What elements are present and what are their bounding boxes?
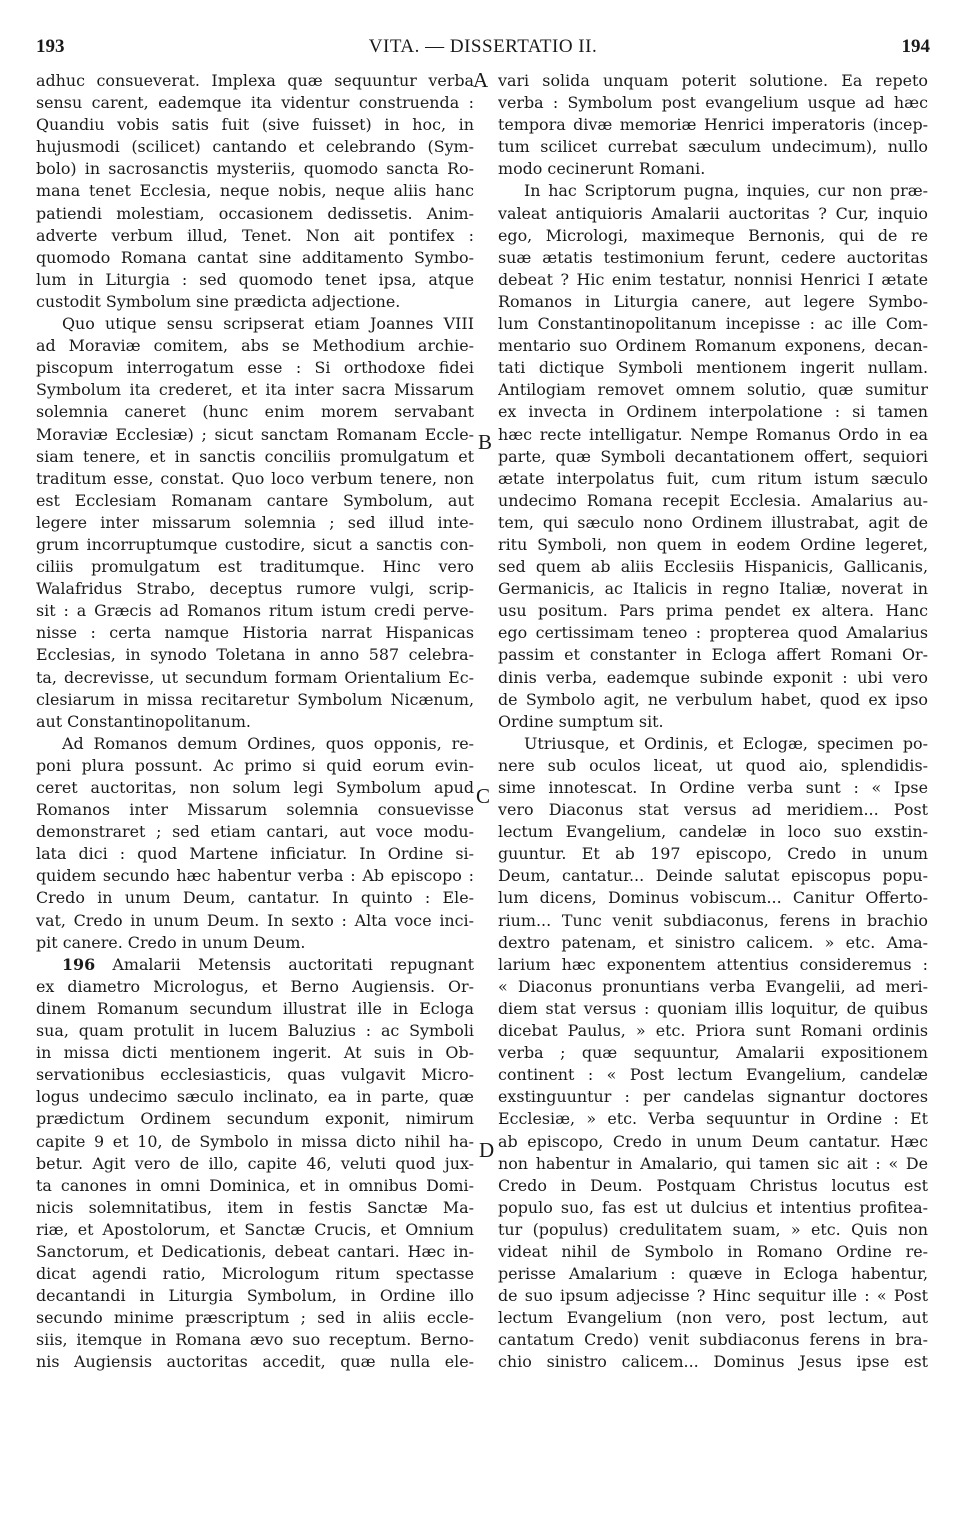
- text-line: demonstraret ; sed etiam cantari, aut voce modu-: [36, 822, 474, 842]
- text-line: ad Moraviæ comitem, abs se Methodium archie-: [36, 336, 474, 356]
- text-line: undecimo Romana recepit Ecclesia. Amalarius au-: [498, 490, 928, 510]
- right-column: [498, 70, 928, 1374]
- text-line: custodit Symbolum sine prædicta adjectione.: [36, 291, 401, 311]
- text-line: sed quem ab aliis Ecclesiis Hispanicis, Gallicanis,: [498, 557, 928, 577]
- text-line: in missa dicti mentionem ingerit. At suis in Ob-: [36, 1043, 474, 1063]
- text-line: pit canere. Credo in unum Deum.: [36, 932, 306, 952]
- text-line: hujusmodi (scilicet) cantando et celebrando (Sym-: [36, 137, 474, 157]
- text-line: Ecclesias, in synodo Toletana in anno 587 celebra-: [36, 645, 474, 665]
- text-line: non habentur in Amalario, qui tamen sic ait : « De: [498, 1153, 928, 1173]
- text-line: Romanos inter Missarum solemnia consuevisse: [36, 800, 474, 820]
- text-line: 196 Amalarii Metensis auctoritati repugnant: [62, 954, 474, 974]
- text-line: ritu Symboli, non quem in eodem Ordine legeret,: [498, 534, 928, 554]
- text-line: capite 9 et 10, de Symbolo in missa dicto nihil ha-: [36, 1131, 474, 1151]
- text-line: clesiarum in missa recitaretur Symbolum Nicænum,: [36, 689, 474, 709]
- text-line: Symbolum ita crederet, et ita inter sacra Missarum: [36, 380, 474, 400]
- text-line: Ad Romanos demum Ordines, quos opponis, re-: [62, 733, 474, 753]
- text-line: guuntur. Et ab 197 episcopo, Credo in unum: [498, 844, 928, 864]
- text-line: debeat ? Hic enim testatur, nonnisi Henrici I ætate: [498, 269, 928, 289]
- text-line: aut Constantinopolitanum.: [36, 711, 251, 731]
- text-line: Ordine sumptum sit.: [498, 711, 664, 731]
- text-line: tem, qui sæculo nono Ordinem illustrabat, agit de: [498, 512, 928, 532]
- text-line: videat nihil de Symbolo in Romano Ordine re-: [498, 1241, 928, 1261]
- text-line: parte, quæ Symboli decantationem offert, sequiori: [498, 446, 928, 466]
- text-line: lum Constantinopolitanum incepisse : ac ille Com-: [498, 314, 928, 334]
- text-line: legere inter missarum solemnia ; sed illud inte-: [36, 512, 474, 532]
- text-line: Deum, cantatur... Deinde salutat episcopus popu-: [498, 866, 928, 886]
- text-line: lectum Evangelium (non vero, post lectum, aut: [498, 1308, 928, 1328]
- text-line: nisse : certa namque Historia narrat Hispanicas: [36, 623, 474, 643]
- text-line: ciliis promulgatum est traditumque. Hinc vero: [36, 557, 474, 577]
- text-line: tempora divæ memoriæ Henrici imperatoris (incep-: [498, 115, 928, 135]
- text-line: bolo) in sacrosanctis mysteriis, quomodo sancta Ro-: [36, 159, 474, 179]
- text-line: Utriusque, et Ordinis, et Eclogæ, specimen po-: [524, 733, 928, 753]
- text-line: continent : « Post lectum Evangelium, candelæ: [498, 1065, 928, 1085]
- text-line: adhuc consueverat. Implexa quæ sequuntur verba: [36, 71, 474, 90]
- text-line: de suo ipsum adjecisse ? Hinc sequitur ille : « Post: [498, 1286, 928, 1306]
- text-line: usu positum. Pars prima pendet ex altera. Hanc: [498, 601, 928, 621]
- text-line: ætate interpolatus fuit, cum ritum istum sæculo: [498, 468, 928, 488]
- text-line: Credo in unum Deum, cantatur. In quinto : Ele-: [36, 888, 474, 908]
- text-line: suæ ætatis testimonium ferunt, cedere auctoritas: [498, 247, 928, 267]
- text-line: ego certissimam teneo : propterea quod Amalarius: [498, 623, 928, 643]
- margin-marker-a: A: [473, 68, 489, 92]
- running-header: [36, 36, 930, 60]
- text-line: vero Diaconus stat versus ad meridiem... Post: [498, 800, 928, 820]
- text-line: secundo minime præscriptum ; sed in aliis eccle-: [36, 1308, 474, 1328]
- text-line: grum incorruptumque custodire, sicut a sanctis con-: [36, 534, 474, 554]
- text-line: decantandi in Liturgia Symbolum, in Ordine illo: [36, 1286, 474, 1306]
- text-line: passim et constanter in Ecloga affert Romani Or-: [498, 645, 928, 665]
- text-line: Germanicis, ac Italicis in regno Italiæ, noverat in: [498, 579, 928, 599]
- text-line: dinem Romanum secundum illustrat ille in Ecloga: [36, 998, 474, 1018]
- running-title: VITA. — DISSERTATIO II.: [368, 36, 598, 57]
- margin-marker-b: B: [478, 430, 493, 454]
- text-line: riæ, et Apostolorum, et Sanctæ Crucis, et Omnium: [36, 1219, 474, 1239]
- text-line: dextro patenam, et sinistro calicem. » etc. Ama-: [498, 932, 928, 952]
- text-line: Romanos in Liturgia canere, aut legere Symbo-: [498, 291, 928, 311]
- text-line: Quo utique sensu scripserat etiam Joannes VIII: [62, 314, 474, 334]
- text-line: dicebat Paulus, » etc. Priora sunt Romani ordinis: [498, 1021, 928, 1041]
- text-line: nis Augiensis auctoritas accedit, quæ nulla ele-: [36, 1352, 474, 1372]
- text-line: chio sinistro calicem... Dominus Jesus ipse est: [498, 1352, 928, 1372]
- text-line: vat, Credo in unum Deum. In sexto : Alta voce inci-: [36, 910, 474, 930]
- text-line: verba ; quæ sequuntur, Amalarii expositionem: [498, 1043, 928, 1063]
- margin-marker-c: C: [476, 784, 491, 808]
- text-line: dicat agendi ratio, Micrologum ritum spectasse: [36, 1264, 474, 1284]
- text-line: lum dicens, Dominus vobiscum... Canitur Offerto-: [498, 888, 928, 908]
- text-line: Walafridus Strabo, deceptus rumore vulgi, scrip-: [36, 579, 474, 599]
- text-line: vari solida unquam poterit solutione. Ea repeto: [498, 71, 928, 90]
- page-number-right: 194: [901, 36, 930, 57]
- text-line: valeat antiquioris Amalarii auctoritas ? Cur, inquio: [498, 203, 928, 223]
- text-line: est Ecclesiam Romanam cantare Symbolum, aut: [36, 490, 474, 510]
- text-line: nicis solemnitatibus, item in festis Sanctæ Ma-: [36, 1197, 474, 1217]
- margin-marker-d: D: [479, 1138, 495, 1162]
- text-line: sua, quam protulit in lucem Baluzius : ac Symboli: [36, 1021, 474, 1041]
- text-line: quomodo Romana cantat sine additamento Symbo-: [36, 247, 474, 267]
- text-line: tum scilicet currebat sæculum undecimum), nullo: [498, 137, 928, 157]
- text-line: ab episcopo, Credo in unum Deum cantatur. Hæc: [498, 1131, 928, 1151]
- text-line: ta canones in omni Dominica, et in omnibus Domi-: [36, 1175, 474, 1195]
- text-line: rium... Tunc venit subdiaconus, ferens in brachio: [498, 910, 928, 930]
- text-line: ego, Micrologi, maximeque Bernonis, qui de re: [498, 225, 928, 245]
- text-line: ex diametro Micrologus, et Berno Augiensis. Or-: [36, 976, 474, 996]
- text-line: quidem secundo hæc habentur verba : Ab episcopo :: [36, 866, 474, 886]
- text-line: lum in Liturgia : sed quomodo tenet ipsa, atque: [36, 269, 474, 289]
- text-line: ta, decrevisse, ut secundum formam Orientalium Ec-: [36, 667, 474, 687]
- text-line: piscopum interrogatum esse : Si orthodoxe fidei: [36, 358, 474, 378]
- text-line: modo cecinerunt Romani.: [498, 159, 706, 179]
- text-line: « Diaconus pronuntians verba Evangelii, ad meri-: [498, 976, 928, 996]
- text-line: logus undecimo sæculo inclinato, ea in parte, quæ: [36, 1087, 474, 1107]
- text-line: sime innotescat. In Ordine verba sunt : « Ipse: [498, 778, 928, 797]
- text-line: verba : Symbolum post evangelium usque ad hæc: [498, 93, 928, 113]
- section-number: 196: [62, 954, 96, 974]
- text-line: Ecclesiæ, » etc. Verba sequuntur in Ordine : Et: [498, 1109, 928, 1129]
- text-line: exstinguuntur : per candelas signantur doctores: [498, 1087, 928, 1107]
- text-line: Credo in Deum. Postquam Christus locutus est: [498, 1175, 928, 1195]
- text-line: prædictum Ordinem secundum exponit, nimirum: [36, 1109, 474, 1129]
- text-line: adverte verbum illud, Tenet. Non ait pontifex :: [36, 225, 474, 245]
- text-line: populo suo, fas est ut dulcius et intentius profitea-: [498, 1197, 928, 1217]
- text-line: betur. Agit vero de illo, capite 46, veluti quod jux-: [36, 1153, 474, 1173]
- text-line: lectum Evangelium, candelæ in loco suo exstin-: [498, 822, 928, 842]
- text-line: mentario suo Ordinem Romanum exponens, decan-: [498, 336, 928, 356]
- text-line: servationibus ecclesiasticis, quas vulgavit Micro-: [36, 1065, 474, 1085]
- left-column: [36, 70, 474, 1374]
- text-line: de Symbolo agit, ne verbulum habet, quod ex ipso: [498, 689, 928, 709]
- text-line: mana tenet Ecclesia, neque nobis, neque aliis hanc: [36, 181, 474, 201]
- text-line: diem stat versus : quoniam illis loquitur, de quibus: [498, 998, 928, 1018]
- text-line: cantatum Credo) venit subdiaconus ferens in bra-: [498, 1330, 928, 1350]
- text-line: ceret auctoritas, non solum legi Symbolum apud: [36, 778, 474, 797]
- text-line: traditum esse, constat. Quo loco verbum tenere, non: [36, 468, 474, 488]
- text-line: patiendi molestiam, occasionem dedissetis. Anim-: [36, 203, 474, 223]
- text-line: In hac Scriptorum pugna, inquies, cur non præ-: [524, 181, 928, 201]
- text-line: siam tenere, et in sanctis conciliis promulgatum et: [36, 446, 474, 466]
- text-line: tur (populus) credulitatem suam, » etc. Quis non: [498, 1219, 928, 1239]
- text-line: sensu carent, eademque ita videntur construenda :: [36, 93, 474, 113]
- text-line: Moraviæ Ecclesiæ) ; sicut sanctam Romanam Eccle-: [36, 424, 474, 444]
- text-line: sit : a Græcis ad Romanos ritum istum credi perve-: [36, 601, 474, 621]
- page-number-left: 193: [36, 36, 65, 57]
- text-line: hæc recte intelligatur. Nempe Romanus Ordo in ea: [498, 424, 928, 444]
- text-line: ex invecta in Ordinem interpolatione : si tamen: [498, 402, 928, 422]
- text-line: Sanctorum, et Dedicationis, debeat cantari. Hæc in-: [36, 1241, 474, 1261]
- text-line: tati dictique Symboli mentionem ingerit nullam.: [498, 358, 928, 378]
- text-line: siis, itemque in Romana ævo suo receptum. Berno-: [36, 1330, 474, 1350]
- text-line: poni plura possunt. Ac primo si quid eorum evin-: [36, 755, 474, 775]
- text-line: Antilogiam removet omnem solutio, quæ sumitur: [498, 380, 928, 400]
- text-line: solemnia caneret (hunc enim morem servabant: [36, 402, 474, 422]
- text-line: larium hæc exponentem attentius consideremus :: [498, 954, 928, 974]
- text-line: Quandiu vobis satis fuit (sive fuisset) in hoc, in: [36, 115, 474, 135]
- text-line: dinis verba, eademque subinde exponit : ubi vero: [498, 667, 928, 687]
- text-line: nere sub oculos liceat, ut quod aio, splendidis-: [498, 755, 928, 775]
- text-line: lata dici : quod Martene inficiatur. In Ordine si-: [36, 844, 474, 864]
- text-line: perisse Amalarium : quæve in Ecloga habentur,: [498, 1264, 928, 1284]
